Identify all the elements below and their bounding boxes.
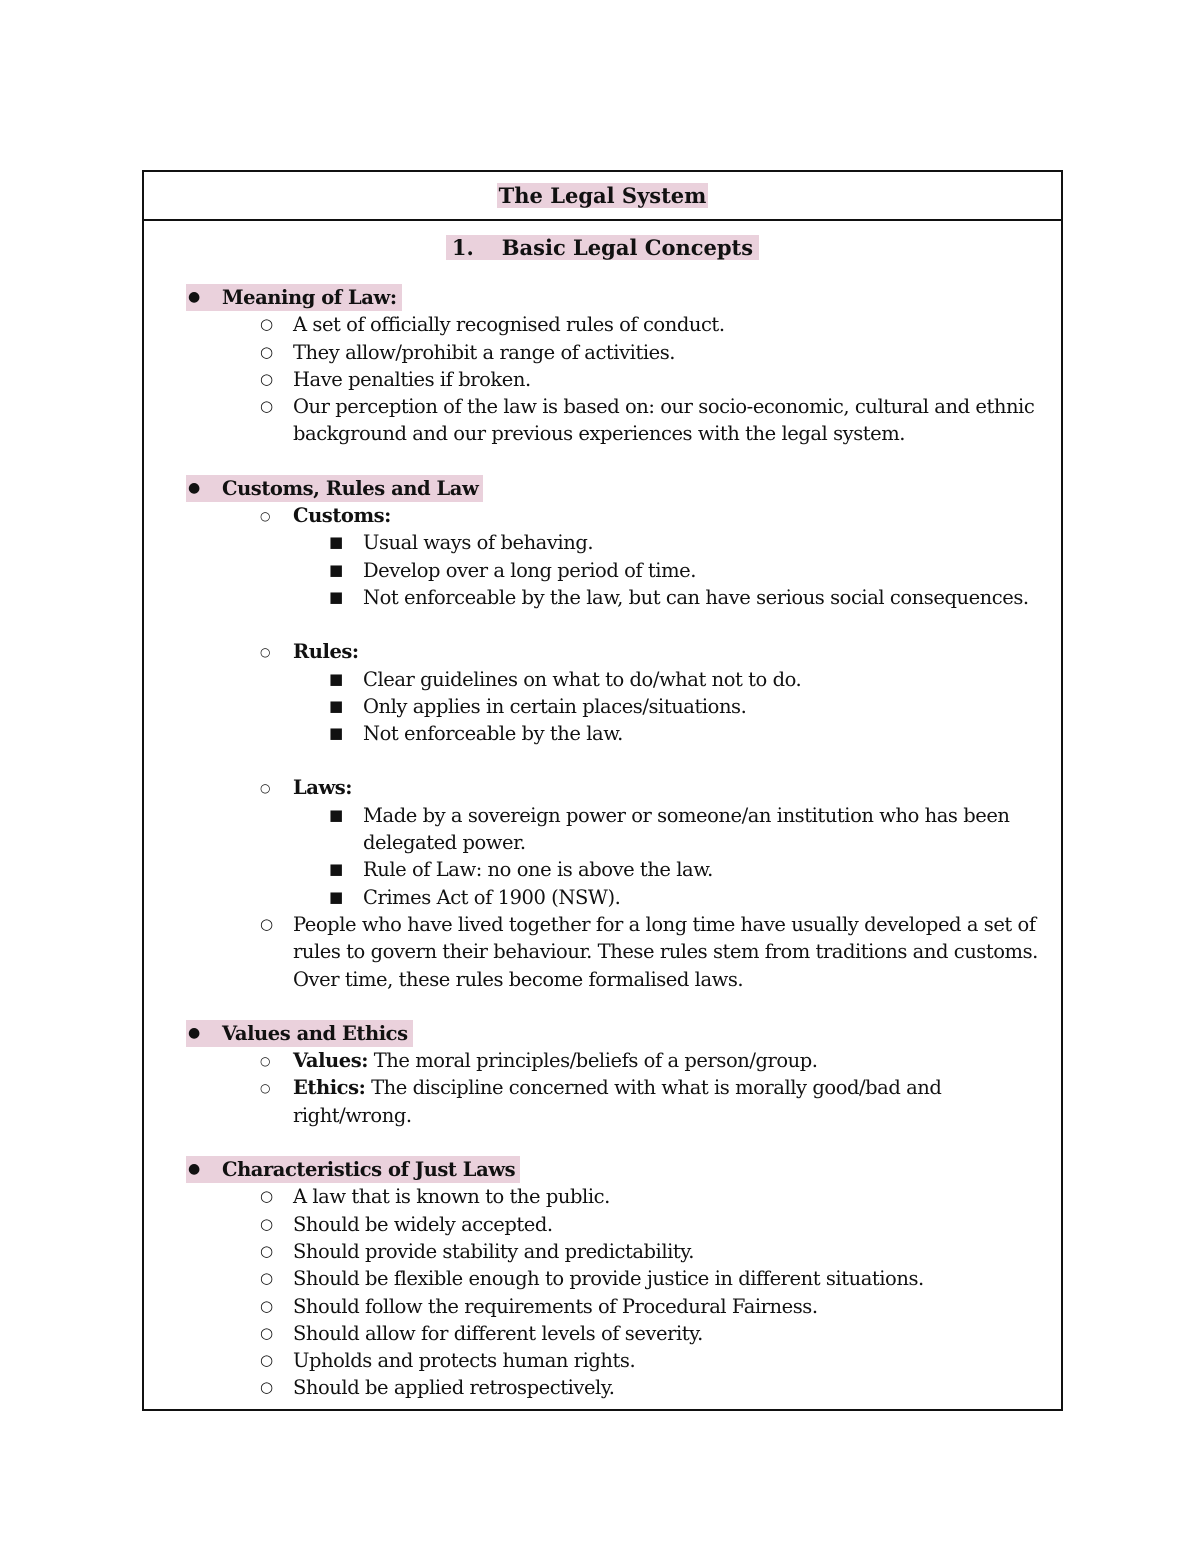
list-item: ○ Should be flexible enough to provide justice in different situations. <box>186 1265 1061 1292</box>
topic-heading: Customs, Rules and Law <box>222 476 479 500</box>
list-item: ■ Crimes Act of 1900 (NSW). <box>186 884 1061 911</box>
bullet-disc-icon: ● <box>188 479 200 496</box>
list-item: ○ Values: The moral principles/beliefs of a person/group. <box>186 1047 1061 1074</box>
bullet-circle-icon: ○ <box>260 645 271 660</box>
notes-content <box>144 260 1061 1402</box>
list-item: ○ Should follow the requirements of Procedural Fairness. <box>186 1293 1061 1320</box>
subtopic-laws: ○ Laws: <box>186 774 1061 801</box>
bullet-circle-icon: ○ <box>260 1323 273 1342</box>
list-item: ■ Not enforceable by the law. <box>186 720 1061 747</box>
list-item: ■ Develop over a long period of time. <box>186 557 1061 584</box>
bullet-circle-icon: ○ <box>260 315 273 334</box>
bullet-circle-icon: ○ <box>260 1269 273 1288</box>
list-item: ○ Should be widely accepted. <box>186 1211 1061 1238</box>
bullet-square-icon: ■ <box>329 724 343 743</box>
bullet-circle-icon: ○ <box>260 397 273 416</box>
bullet-circle-icon: ○ <box>260 781 271 796</box>
bullet-circle-icon: ○ <box>260 1187 273 1206</box>
list-item: ○ Our perception of the law is based on: our socio-economic, cultural and ethnic background and our previous experiences with the legal system. <box>260 395 1035 446</box>
bullet-square-icon: ■ <box>329 669 343 688</box>
list-item: ○ A law that is known to the public. <box>186 1183 1061 1210</box>
topic-heading: Characteristics of Just Laws <box>222 1158 516 1182</box>
bullet-square-icon: ■ <box>329 696 343 715</box>
title-row <box>144 172 1061 221</box>
list-item: ○ Ethics: The discipline concerned with what is morally good/bad and right/wrong. <box>260 1076 942 1127</box>
section-title: Basic Legal Concepts <box>501 235 754 260</box>
bullet-square-icon: ■ <box>329 860 343 879</box>
bullet-circle-icon: ○ <box>260 1081 271 1096</box>
subtopic-customs: ○ Customs: <box>186 502 1061 529</box>
bullet-square-icon: ■ <box>329 533 343 552</box>
bullet-square-icon: ■ <box>329 587 343 606</box>
bullet-disc-icon: ● <box>188 289 200 305</box>
topic-heading: Values and Ethics <box>222 1021 408 1045</box>
bullet-circle-icon: ○ <box>260 509 271 524</box>
notes-table <box>142 170 1063 1411</box>
bullet-circle-icon: ○ <box>260 1378 273 1397</box>
list-item: ○ Should be applied retrospectively. <box>186 1374 1061 1401</box>
topic-customs-rules-law <box>186 475 483 502</box>
subtopic-rules: ○ Rules: <box>186 638 1061 665</box>
section-heading <box>144 235 1061 260</box>
list-item: ○ A set of officially recognised rules of conduct. <box>186 311 1061 338</box>
list-item: ■ Usual ways of behaving. <box>186 529 1061 556</box>
list-item: ○ People who have lived together for a long time have usually developed a set of rules to govern their behaviour. These rules stem from traditions and customs. Over time, these rules become formalised laws. <box>260 912 1038 991</box>
list-item: ○ They allow/prohibit a range of activities. <box>186 339 1061 366</box>
bullet-circle-icon: ○ <box>260 1214 273 1233</box>
list-item: ○ Should provide stability and predictability. <box>186 1238 1061 1265</box>
bullet-square-icon: ■ <box>329 560 343 579</box>
topic-just-laws <box>186 1156 520 1183</box>
list-item: ○ Upholds and protects human rights. <box>186 1347 1061 1374</box>
bullet-circle-icon: ○ <box>260 1241 273 1260</box>
bullet-circle-icon: ○ <box>260 342 273 361</box>
section-number: 1. <box>451 235 474 260</box>
topic-meaning-of-law <box>186 284 402 311</box>
bullet-square-icon: ■ <box>329 805 343 824</box>
list-item: ○ Should allow for different levels of severity. <box>186 1320 1061 1347</box>
bullet-circle-icon: ○ <box>260 1296 273 1315</box>
bullet-circle-icon: ○ <box>260 914 273 933</box>
list-item: ■ Rule of Law: no one is above the law. <box>186 856 1061 883</box>
list-item: ○ Have penalties if broken. <box>186 366 1061 393</box>
document-title: The Legal System <box>498 183 707 208</box>
list-item: ■ Not enforceable by the law, but can have serious social consequences. <box>186 584 1061 611</box>
topic-values-ethics <box>186 1020 413 1047</box>
list-item: ■ Made by a sovereign power or someone/an institution who has been delegated power. <box>329 803 1010 855</box>
list-item: ■ Only applies in certain places/situations. <box>186 693 1061 720</box>
list-item: ■ Clear guidelines on what to do/what not to do. <box>186 666 1061 693</box>
bullet-circle-icon: ○ <box>260 369 273 388</box>
bullet-circle-icon: ○ <box>260 1054 271 1069</box>
bullet-disc-icon: ● <box>188 1024 200 1041</box>
topic-heading: Meaning of Law: <box>222 286 397 309</box>
bullet-circle-icon: ○ <box>260 1351 273 1370</box>
bullet-disc-icon: ● <box>188 1161 200 1178</box>
bullet-square-icon: ■ <box>329 887 343 906</box>
